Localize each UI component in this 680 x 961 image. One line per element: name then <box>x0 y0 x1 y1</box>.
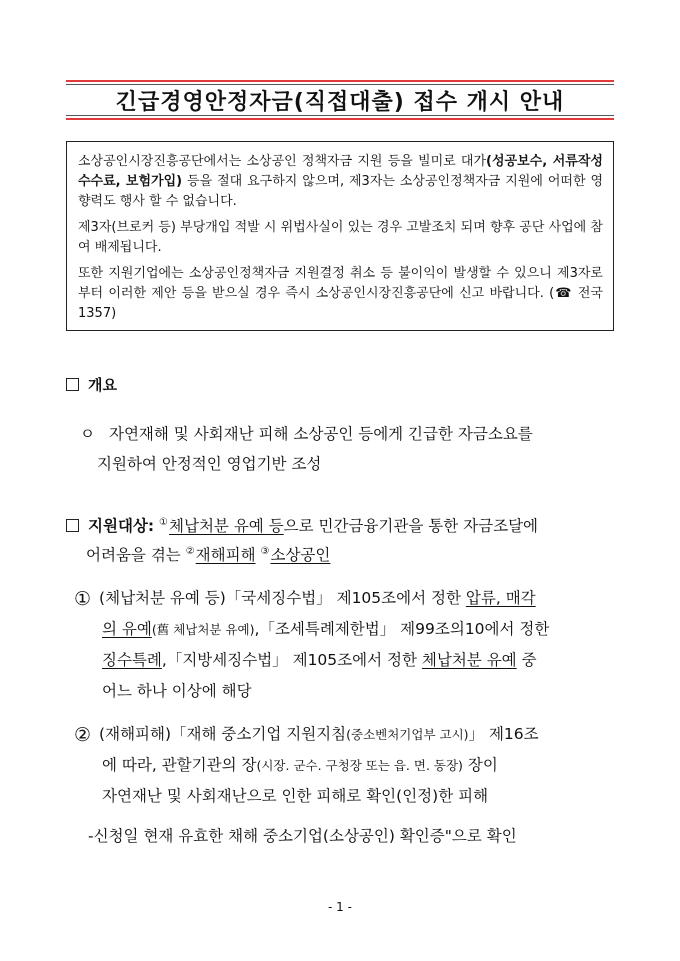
overview-line-2: 지원하여 안정적인 영업기반 조성 <box>97 455 322 473</box>
checkbox-square-icon <box>66 378 79 391</box>
notice-paragraph-2: 제3자(브로커 등) 부당개입 적발 시 위법사실이 있는 경우 고발조치 되며 향후 공단 사업에 참여 배제됩니다. <box>78 220 603 255</box>
notice-paragraph-3: 또한 지원기업에는 소상공인정책자금 지원결정 취소 등 불이익이 발생할 수 있으니 제3자로부터 이러한 제안 등을 받으실 경우 즉시 소상공인시장진흥공단에 신고 바랍니다. (☎ 전국 1357) <box>78 266 603 321</box>
page-title: 긴급경영안정자금(직접대출) 접수 개시 안내 <box>115 89 565 115</box>
item1-line-1: ① (체납처분 유예 등)「국세징수법」 제105조에서 정한 압류, 매각 <box>74 588 536 610</box>
notice-box <box>66 141 614 331</box>
overview-heading: 개요 <box>66 374 117 395</box>
item1-line-4: 어느 하나 이상에 해당 <box>102 682 252 700</box>
item2-line-2: 에 따라, 관할기관의 장(시장. 군수. 구청장 또는 읍. 면. 동장) 장이 <box>102 756 498 774</box>
item2-line-3: 자연재난 및 사회재난으로 인한 피해로 확인(인정)한 피해 <box>102 787 489 805</box>
notice-paragraph-1: 소상공인시장진흥공단에서는 소상공인 정책자금 지원 등을 빌미로 대가(성공보수, 서류작성 수수료, 보험가입) 등을 절대 요구하지 않으며, 제3자는 소상공인정책자금 지원에 어떠한 영향력도 행사 할 수 없습니다. <box>78 154 604 209</box>
checkbox-square-icon <box>66 519 79 532</box>
item1-line-2: 의 유예(舊 체납처분 유예),「조세특례제한법」 제99조의10에서 정한 <box>102 620 550 638</box>
target-line-1: 지원대상: ①체납처분 유예 등으로 민간금융기관을 통한 자금조달에 <box>66 508 538 541</box>
overview-line-1: ㅇ 자연재해 및 사회재난 피해 소상공인 등에게 긴급한 자금소요를 <box>80 425 533 443</box>
page-number: - 1 - <box>328 900 352 914</box>
item2-line-1: ② (재해피해)「재해 중소기업 지원지침(중소벤처기업부 고시)」 제16조 <box>74 724 539 746</box>
item2-line-4: -신청일 현재 유효한 채해 중소기업(소상공인) 확인증"으로 확인 <box>88 827 517 845</box>
item1-line-3: 징수특례,「지방세징수법」 제105조에서 정한 체납처분 유예 중 <box>102 651 537 669</box>
bullet-icon: ㅇ <box>80 425 95 443</box>
title-bar <box>66 80 614 120</box>
target-line-2: 어려움을 겪는 ②재해피해 ③소상공인 <box>86 546 331 564</box>
